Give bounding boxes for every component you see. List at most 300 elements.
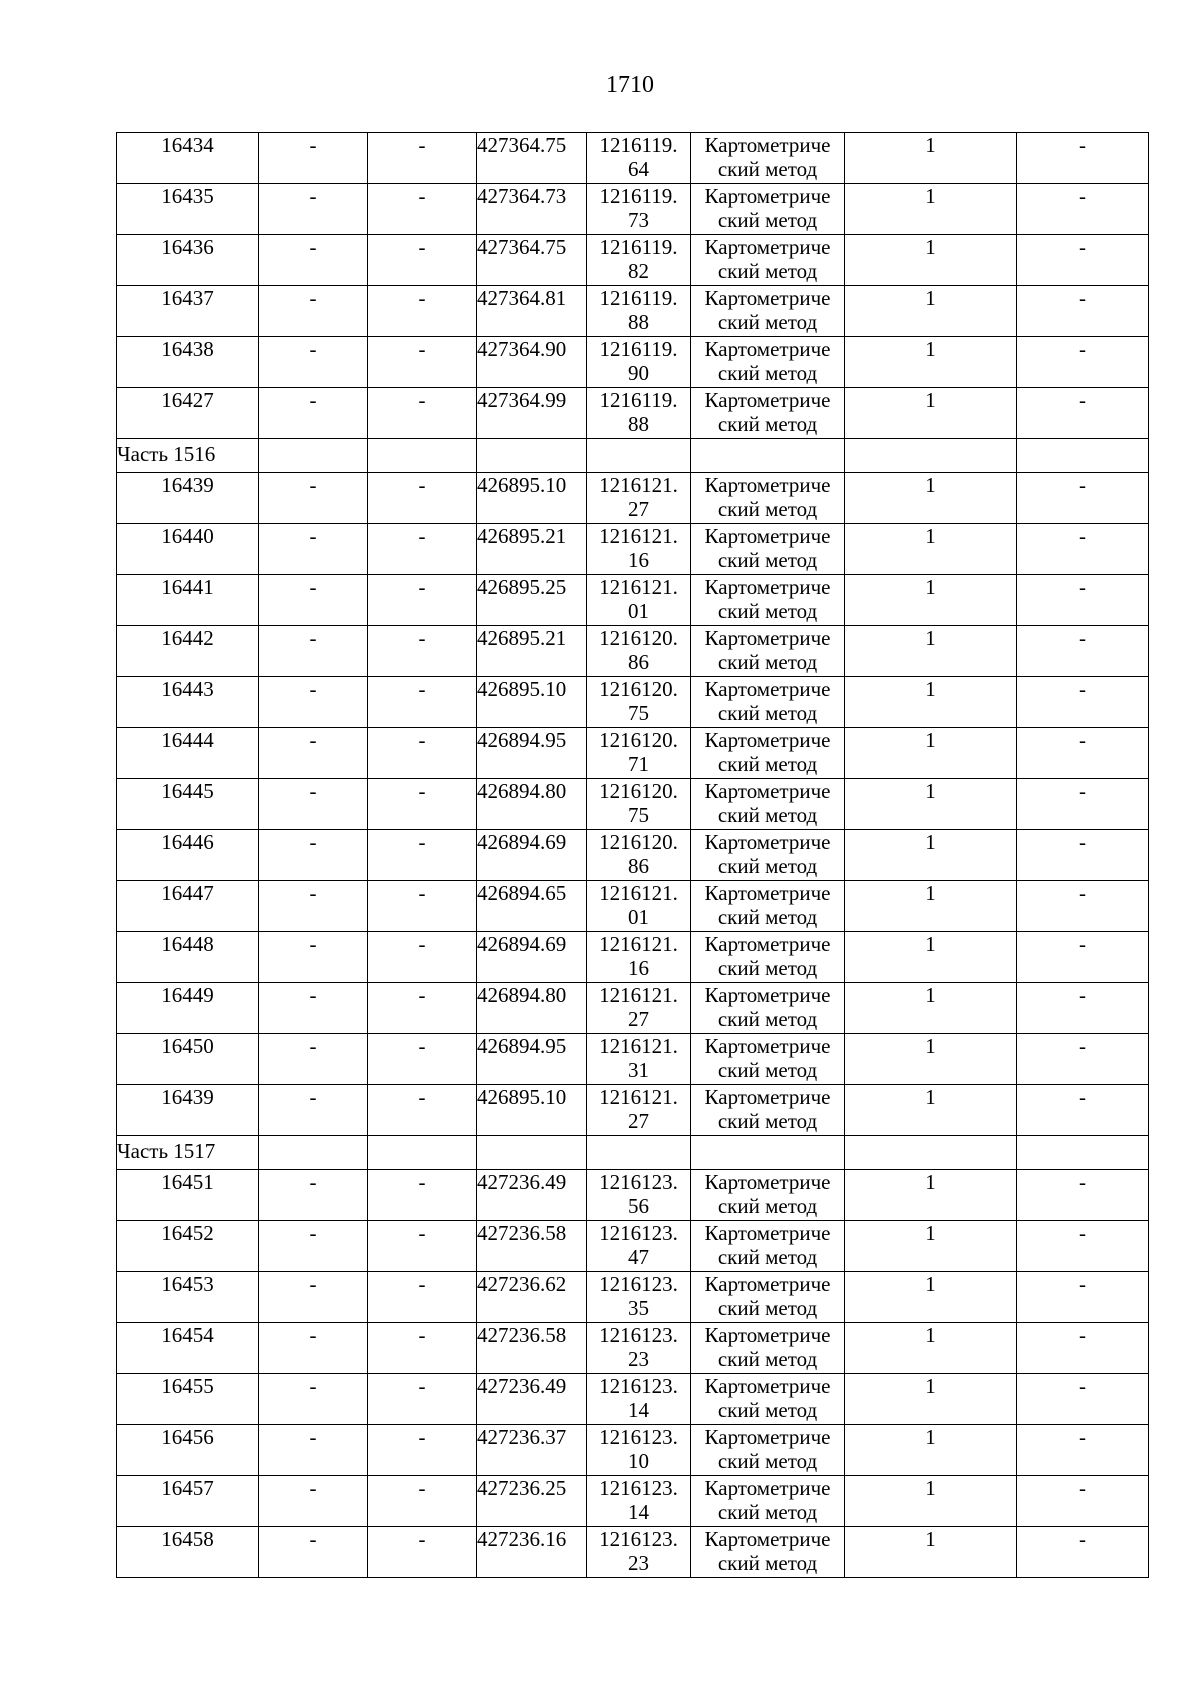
y-coordinate-cell — [587, 1221, 691, 1272]
dash-cell-text: - — [418, 133, 426, 157]
dash-cell-text: - — [309, 1272, 317, 1296]
dash-cell — [368, 677, 477, 728]
x-coordinate-cell — [477, 728, 587, 779]
dash-cell — [259, 983, 368, 1034]
last-dash-cell — [1017, 1085, 1149, 1136]
dash-cell — [259, 473, 368, 524]
method-line2: ский метод — [717, 1296, 818, 1320]
y-coordinate-integer: 1216123. — [599, 1170, 678, 1194]
table-row — [117, 1170, 1149, 1221]
dash-cell — [368, 932, 477, 983]
accuracy-cell — [845, 1323, 1017, 1374]
y-coordinate-fraction: 14 — [628, 1398, 649, 1422]
last-dash-cell-text: - — [1079, 677, 1086, 701]
point-id-cell — [117, 388, 259, 439]
x-coordinate-cell-text: 427236.49 — [477, 1170, 567, 1194]
dash-cell-text: - — [418, 1323, 426, 1347]
method-cell — [691, 881, 845, 932]
point-id-cell — [117, 626, 259, 677]
y-coordinate-cell — [587, 575, 691, 626]
last-dash-cell-text: - — [1079, 1323, 1086, 1347]
y-coordinate-integer: 1216119. — [599, 337, 678, 361]
y-coordinate-cell — [587, 626, 691, 677]
dash-cell — [368, 1272, 477, 1323]
accuracy-cell — [845, 1425, 1017, 1476]
table-row — [117, 1221, 1149, 1272]
page-number: 1710 — [606, 72, 654, 98]
table-row — [117, 133, 1149, 184]
point-id-cell-text: 16442 — [161, 626, 214, 650]
dash-cell — [259, 1476, 368, 1527]
accuracy-cell-text: 1 — [925, 1272, 936, 1296]
dash-cell-text: - — [309, 1527, 317, 1551]
last-dash-cell-text: - — [1079, 983, 1086, 1007]
y-coordinate-cell — [587, 524, 691, 575]
empty-cell — [691, 1136, 845, 1170]
accuracy-cell-text: 1 — [925, 133, 936, 157]
dash-cell-text: - — [309, 1476, 317, 1500]
dash-cell — [368, 983, 477, 1034]
accuracy-cell — [845, 1476, 1017, 1527]
last-dash-cell-text: - — [1079, 1425, 1086, 1449]
method-line2: ский метод — [717, 905, 818, 929]
dash-cell-text: - — [418, 626, 426, 650]
y-coordinate-cell — [587, 1527, 691, 1578]
last-dash-cell-text: - — [1079, 626, 1086, 650]
dash-cell — [259, 1527, 368, 1578]
accuracy-cell — [845, 932, 1017, 983]
table-body — [117, 133, 1149, 1578]
y-coordinate-fraction: 47 — [628, 1245, 649, 1269]
method-line1: Картометриче — [704, 388, 831, 412]
accuracy-cell-text: 1 — [925, 524, 936, 548]
method-cell — [691, 932, 845, 983]
method-cell — [691, 337, 845, 388]
last-dash-cell — [1017, 1034, 1149, 1085]
x-coordinate-cell — [477, 881, 587, 932]
dash-cell — [368, 1221, 477, 1272]
method-cell — [691, 1085, 845, 1136]
y-coordinate-integer: 1216123. — [599, 1221, 678, 1245]
last-dash-cell-text: - — [1079, 1527, 1086, 1551]
x-coordinate-cell-text: 426894.65 — [477, 881, 567, 905]
point-id-cell-text: 16445 — [161, 779, 214, 803]
y-coordinate-fraction: 90 — [628, 361, 649, 385]
y-coordinate-cell — [587, 983, 691, 1034]
x-coordinate-cell-text: 426894.95 — [477, 1034, 567, 1058]
method-line2: ский метод — [717, 1500, 818, 1524]
method-line2: ский метод — [717, 956, 818, 980]
table-row — [117, 677, 1149, 728]
dash-cell-text: - — [418, 1034, 426, 1058]
point-id-cell — [117, 1527, 259, 1578]
accuracy-cell-text: 1 — [925, 1221, 936, 1245]
section-label: Часть 1516 — [117, 439, 259, 473]
method-line2: ский метод — [717, 1007, 818, 1031]
dash-cell — [259, 286, 368, 337]
accuracy-cell-text: 1 — [925, 286, 936, 310]
point-id-cell — [117, 728, 259, 779]
point-id-cell-text: 16448 — [161, 932, 214, 956]
method-cell — [691, 1034, 845, 1085]
table-row — [117, 983, 1149, 1034]
point-id-cell — [117, 932, 259, 983]
y-coordinate-fraction: 16 — [628, 956, 649, 980]
dash-cell-text: - — [418, 932, 426, 956]
point-id-cell-text: 16441 — [161, 575, 214, 599]
y-coordinate-fraction: 01 — [628, 905, 649, 929]
y-coordinate-fraction: 75 — [628, 701, 649, 725]
dash-cell — [259, 1323, 368, 1374]
method-line1: Картометриче — [704, 1425, 831, 1449]
point-id-cell — [117, 575, 259, 626]
method-line2: ский метод — [717, 157, 818, 181]
dash-cell — [259, 1425, 368, 1476]
point-id-cell — [117, 1476, 259, 1527]
dash-cell-text: - — [309, 626, 317, 650]
method-line1: Картометриче — [704, 830, 831, 854]
dash-cell — [368, 626, 477, 677]
last-dash-cell — [1017, 983, 1149, 1034]
dash-cell — [259, 1085, 368, 1136]
last-dash-cell-text: - — [1079, 1272, 1086, 1296]
x-coordinate-cell — [477, 286, 587, 337]
y-coordinate-fraction: 71 — [628, 752, 649, 776]
method-cell — [691, 1221, 845, 1272]
method-line1: Картометриче — [704, 983, 831, 1007]
empty-cell — [1017, 1136, 1149, 1170]
accuracy-cell-text: 1 — [925, 1374, 936, 1398]
x-coordinate-cell — [477, 1034, 587, 1085]
y-coordinate-integer: 1216123. — [599, 1527, 678, 1551]
x-coordinate-cell-text: 426894.95 — [477, 728, 567, 752]
dash-cell-text: - — [418, 337, 426, 361]
point-id-cell-text: 16453 — [161, 1272, 214, 1296]
method-line1: Картометриче — [704, 1085, 831, 1109]
dash-cell-text: - — [418, 677, 426, 701]
point-id-cell-text: 16456 — [161, 1425, 214, 1449]
dash-cell-text: - — [309, 1221, 317, 1245]
last-dash-cell-text: - — [1079, 1476, 1086, 1500]
y-coordinate-fraction: 27 — [628, 1007, 649, 1031]
last-dash-cell-text: - — [1079, 575, 1086, 599]
y-coordinate-integer: 1216120. — [599, 779, 678, 803]
last-dash-cell-text: - — [1079, 337, 1086, 361]
method-line2: ский метод — [717, 1449, 818, 1473]
x-coordinate-cell-text: 427364.81 — [477, 286, 567, 310]
accuracy-cell — [845, 1085, 1017, 1136]
point-id-cell — [117, 1272, 259, 1323]
empty-cell — [477, 1136, 587, 1170]
y-coordinate-cell — [587, 1272, 691, 1323]
last-dash-cell — [1017, 1221, 1149, 1272]
point-id-cell — [117, 1323, 259, 1374]
last-dash-cell-text: - — [1079, 524, 1086, 548]
y-coordinate-integer: 1216119. — [599, 184, 678, 208]
dash-cell — [259, 881, 368, 932]
point-id-cell — [117, 1221, 259, 1272]
last-dash-cell-text: - — [1079, 932, 1086, 956]
y-coordinate-cell — [587, 1323, 691, 1374]
dash-cell-text: - — [309, 133, 317, 157]
method-line2: ский метод — [717, 803, 818, 827]
dash-cell-text: - — [309, 1374, 317, 1398]
x-coordinate-cell — [477, 1170, 587, 1221]
x-coordinate-cell-text: 427236.25 — [477, 1476, 567, 1500]
dash-cell — [259, 779, 368, 830]
y-coordinate-fraction: 27 — [628, 497, 649, 521]
method-line2: ский метод — [717, 208, 818, 232]
method-line2: ский метод — [717, 259, 818, 283]
dash-cell-text: - — [309, 1085, 317, 1109]
x-coordinate-cell — [477, 1527, 587, 1578]
accuracy-cell-text: 1 — [925, 575, 936, 599]
dash-cell-text: - — [418, 184, 426, 208]
accuracy-cell-text: 1 — [925, 728, 936, 752]
dash-cell — [259, 728, 368, 779]
method-line1: Картометриче — [704, 235, 831, 259]
accuracy-cell-text: 1 — [925, 388, 936, 412]
x-coordinate-cell-text: 427364.75 — [477, 133, 567, 157]
y-coordinate-integer: 1216121. — [599, 575, 678, 599]
method-cell — [691, 677, 845, 728]
method-line1: Картометриче — [704, 626, 831, 650]
method-line1: Картометриче — [704, 337, 831, 361]
dash-cell — [368, 235, 477, 286]
point-id-cell-text: 16455 — [161, 1374, 214, 1398]
method-line1: Картометриче — [704, 932, 831, 956]
x-coordinate-cell — [477, 677, 587, 728]
x-coordinate-cell — [477, 184, 587, 235]
section-row — [117, 439, 1149, 473]
method-line2: ский метод — [717, 854, 818, 878]
accuracy-cell-text: 1 — [925, 830, 936, 854]
last-dash-cell-text: - — [1079, 184, 1086, 208]
empty-cell — [259, 439, 368, 473]
point-id-cell-text: 16457 — [161, 1476, 214, 1500]
dash-cell-text: - — [309, 184, 317, 208]
table-row — [117, 1034, 1149, 1085]
last-dash-cell — [1017, 1374, 1149, 1425]
x-coordinate-cell-text: 427364.75 — [477, 235, 567, 259]
dash-cell-text: - — [309, 881, 317, 905]
point-id-cell — [117, 677, 259, 728]
dash-cell — [259, 235, 368, 286]
dash-cell-text: - — [418, 235, 426, 259]
table-row — [117, 1425, 1149, 1476]
dash-cell — [368, 1170, 477, 1221]
table-row — [117, 1476, 1149, 1527]
last-dash-cell-text: - — [1079, 779, 1086, 803]
dash-cell-text: - — [309, 830, 317, 854]
dash-cell — [368, 133, 477, 184]
dash-cell — [368, 1374, 477, 1425]
last-dash-cell — [1017, 881, 1149, 932]
dash-cell — [368, 575, 477, 626]
last-dash-cell — [1017, 932, 1149, 983]
y-coordinate-fraction: 35 — [628, 1296, 649, 1320]
accuracy-cell — [845, 1374, 1017, 1425]
x-coordinate-cell — [477, 337, 587, 388]
x-coordinate-cell — [477, 830, 587, 881]
last-dash-cell-text: - — [1079, 388, 1086, 412]
dash-cell-text: - — [309, 677, 317, 701]
accuracy-cell-text: 1 — [925, 1170, 936, 1194]
y-coordinate-integer: 1216121. — [599, 1085, 678, 1109]
dash-cell — [259, 524, 368, 575]
point-id-cell — [117, 133, 259, 184]
method-line2: ский метод — [717, 548, 818, 572]
method-line2: ский метод — [717, 1194, 818, 1218]
method-cell — [691, 1170, 845, 1221]
y-coordinate-fraction: 27 — [628, 1109, 649, 1133]
accuracy-cell-text: 1 — [925, 1527, 936, 1551]
method-line1: Картометриче — [704, 524, 831, 548]
dash-cell — [368, 1085, 477, 1136]
accuracy-cell-text: 1 — [925, 1034, 936, 1058]
dash-cell-text: - — [418, 1476, 426, 1500]
y-coordinate-cell — [587, 235, 691, 286]
point-id-cell — [117, 524, 259, 575]
last-dash-cell — [1017, 626, 1149, 677]
y-coordinate-fraction: 86 — [628, 854, 649, 878]
x-coordinate-cell-text: 426895.10 — [477, 677, 567, 701]
x-coordinate-cell — [477, 983, 587, 1034]
x-coordinate-cell-text: 427236.58 — [477, 1221, 567, 1245]
table-row — [117, 337, 1149, 388]
method-line2: ский метод — [717, 1109, 818, 1133]
method-line1: Картометриче — [704, 1476, 831, 1500]
method-cell — [691, 983, 845, 1034]
last-dash-cell-text: - — [1079, 1221, 1086, 1245]
point-id-cell — [117, 184, 259, 235]
method-cell — [691, 1272, 845, 1323]
method-line1: Картометриче — [704, 286, 831, 310]
last-dash-cell — [1017, 677, 1149, 728]
accuracy-cell — [845, 286, 1017, 337]
accuracy-cell — [845, 677, 1017, 728]
x-coordinate-cell — [477, 1221, 587, 1272]
dash-cell — [259, 626, 368, 677]
accuracy-cell — [845, 235, 1017, 286]
y-coordinate-integer: 1216121. — [599, 932, 678, 956]
method-cell — [691, 286, 845, 337]
y-coordinate-cell — [587, 1170, 691, 1221]
last-dash-cell-text: - — [1079, 728, 1086, 752]
method-line2: ский метод — [717, 412, 818, 436]
point-id-cell — [117, 1170, 259, 1221]
y-coordinate-fraction: 31 — [628, 1058, 649, 1082]
x-coordinate-cell — [477, 133, 587, 184]
x-coordinate-cell-text: 427236.58 — [477, 1323, 567, 1347]
last-dash-cell — [1017, 337, 1149, 388]
point-id-cell-text: 16451 — [161, 1170, 214, 1194]
method-cell — [691, 1527, 845, 1578]
dash-cell — [259, 1272, 368, 1323]
last-dash-cell — [1017, 184, 1149, 235]
dash-cell-text: - — [418, 983, 426, 1007]
method-line2: ский метод — [717, 1347, 818, 1371]
table-row — [117, 830, 1149, 881]
table-row — [117, 881, 1149, 932]
dash-cell-text: - — [309, 337, 317, 361]
dash-cell-text: - — [418, 830, 426, 854]
dash-cell — [368, 779, 477, 830]
y-coordinate-cell — [587, 286, 691, 337]
accuracy-cell — [845, 830, 1017, 881]
method-cell — [691, 728, 845, 779]
method-line2: ский метод — [717, 361, 818, 385]
last-dash-cell — [1017, 1272, 1149, 1323]
last-dash-cell — [1017, 133, 1149, 184]
empty-cell — [368, 439, 477, 473]
dash-cell — [368, 881, 477, 932]
point-id-cell-text: 16440 — [161, 524, 214, 548]
y-coordinate-cell — [587, 1425, 691, 1476]
last-dash-cell-text: - — [1079, 881, 1086, 905]
dash-cell-text: - — [309, 1170, 317, 1194]
dash-cell — [259, 337, 368, 388]
method-cell — [691, 133, 845, 184]
y-coordinate-fraction: 64 — [628, 157, 649, 181]
method-line2: ский метод — [717, 1245, 818, 1269]
dash-cell-text: - — [418, 728, 426, 752]
x-coordinate-cell — [477, 1272, 587, 1323]
x-coordinate-cell-text: 426895.21 — [477, 524, 567, 548]
table-row — [117, 779, 1149, 830]
accuracy-cell — [845, 728, 1017, 779]
dash-cell — [259, 1170, 368, 1221]
y-coordinate-fraction: 23 — [628, 1551, 649, 1575]
empty-cell — [259, 1136, 368, 1170]
empty-cell — [845, 439, 1017, 473]
table-row — [117, 388, 1149, 439]
dash-cell-text: - — [418, 388, 426, 412]
accuracy-cell-text: 1 — [925, 235, 936, 259]
y-coordinate-cell — [587, 932, 691, 983]
last-dash-cell — [1017, 524, 1149, 575]
x-coordinate-cell-text: 427364.73 — [477, 184, 567, 208]
y-coordinate-integer: 1216121. — [599, 881, 678, 905]
dash-cell — [368, 524, 477, 575]
accuracy-cell — [845, 779, 1017, 830]
table-row — [117, 235, 1149, 286]
accuracy-cell-text: 1 — [925, 881, 936, 905]
dash-cell-text: - — [309, 1034, 317, 1058]
method-line1: Картометриче — [704, 1034, 831, 1058]
dash-cell — [368, 1527, 477, 1578]
last-dash-cell — [1017, 779, 1149, 830]
dash-cell — [368, 184, 477, 235]
y-coordinate-cell — [587, 388, 691, 439]
y-coordinate-integer: 1216123. — [599, 1323, 678, 1347]
dash-cell-text: - — [309, 728, 317, 752]
y-coordinate-fraction: 75 — [628, 803, 649, 827]
y-coordinate-cell — [587, 337, 691, 388]
last-dash-cell — [1017, 286, 1149, 337]
y-coordinate-integer: 1216123. — [599, 1272, 678, 1296]
last-dash-cell — [1017, 235, 1149, 286]
last-dash-cell — [1017, 1476, 1149, 1527]
dash-cell-text: - — [309, 388, 317, 412]
point-id-cell — [117, 779, 259, 830]
dash-cell — [259, 575, 368, 626]
point-id-cell-text: 16437 — [161, 286, 214, 310]
accuracy-cell — [845, 626, 1017, 677]
method-cell — [691, 1323, 845, 1374]
point-id-cell — [117, 1085, 259, 1136]
y-coordinate-integer: 1216120. — [599, 830, 678, 854]
